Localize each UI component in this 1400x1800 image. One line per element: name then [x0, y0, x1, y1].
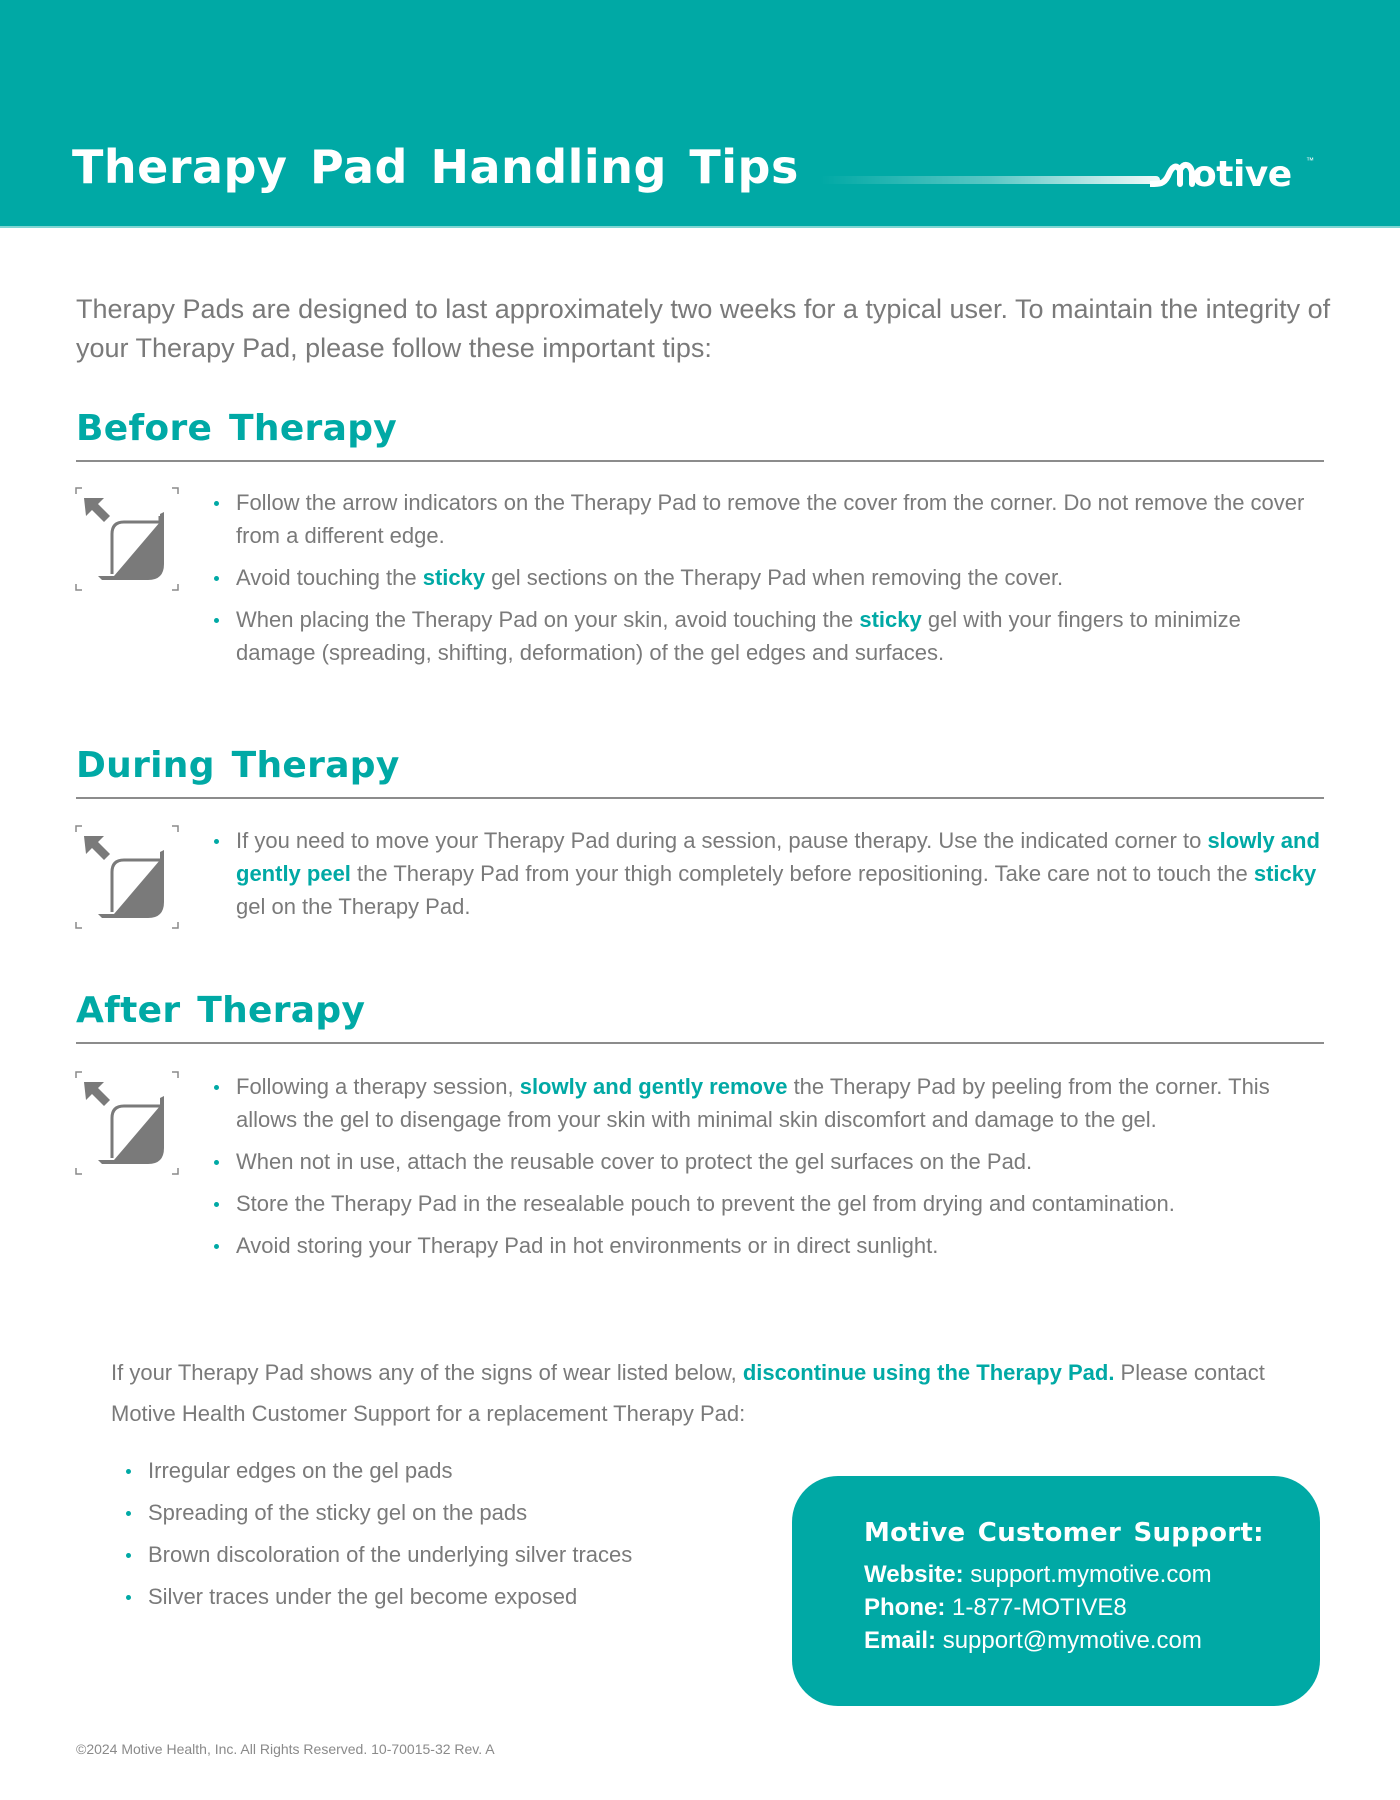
peel-corner-pad-icon	[74, 1070, 180, 1176]
section-divider	[76, 1042, 1324, 1044]
wear-sign-item: Silver traces under the gel become exposed	[122, 1580, 742, 1613]
peel-corner-pad-icon	[74, 486, 180, 592]
copyright-footer: ©2024 Motive Health, Inc. All Rights Reserved. 10-70015-32 Rev. A	[76, 1741, 495, 1757]
before-therapy-tips	[210, 486, 1320, 678]
tip-item: Store the Therapy Pad in the resealable pouch to prevent the gel from drying and contamination.	[210, 1187, 1320, 1220]
trademark-mark: ™	[1306, 156, 1314, 165]
support-title: Motive Customer Support:	[864, 1518, 1264, 1548]
section-heading-after-therapy: After Therapy	[76, 990, 366, 1031]
header-banner	[0, 0, 1400, 228]
intro-paragraph: Therapy Pads are designed to last approximately two weeks for a typical user. To maintain the integrity of your Therapy Pad, please follow these important tips:	[76, 294, 1331, 363]
highlight-text: sticky	[859, 607, 922, 632]
highlight-text: sticky	[1253, 861, 1317, 886]
tip-item: Avoid storing your Therapy Pad in hot environments or in direct sunlight.	[210, 1229, 1320, 1262]
page-title: Therapy Pad Handling Tips	[72, 140, 799, 194]
wear-signs-list	[122, 1454, 742, 1622]
website-label: Website:	[864, 1561, 964, 1588]
peel-corner-pad-icon	[74, 824, 180, 930]
logo-swoosh	[820, 176, 1160, 184]
highlight-text: sticky	[422, 565, 486, 590]
tip-item: Avoid touching the sticky gel sections on the Therapy Pad when removing the cover.	[210, 561, 1320, 594]
after-therapy-tips	[210, 1070, 1320, 1271]
tip-item: If you need to move your Therapy Pad during a session, pause therapy. Use the indicated corner to slowly and gently peel the Therapy Pad from your thigh completely before repositioning. Take care not to touch the sticky gel on the Therapy Pad.	[210, 824, 1320, 923]
highlight-text: slowly and gently peel	[236, 828, 1320, 886]
motive-logo	[820, 150, 1330, 200]
website-link[interactable]: support.mymotive.com	[970, 1561, 1212, 1588]
wear-sign-item: Spreading of the sticky gel on the pads	[122, 1496, 742, 1529]
tip-item: When not in use, attach the reusable cover to protect the gel surfaces on the Pad.	[210, 1145, 1320, 1178]
wear-sign-item: Irregular edges on the gel pads	[122, 1454, 742, 1487]
section-divider	[76, 460, 1324, 462]
during-therapy-tips	[210, 824, 1320, 932]
email-link[interactable]: support@mymotive.com	[942, 1627, 1202, 1654]
phone-label: Phone:	[864, 1594, 946, 1621]
customer-support-box	[792, 1476, 1320, 1706]
support-phone-row	[864, 1591, 1320, 1624]
tip-item: Follow the arrow indicators on the Therapy Pad to remove the cover from the corner. Do not remove the cover from a different edge.	[210, 486, 1320, 552]
highlight-text: slowly and gently remove	[519, 1074, 788, 1099]
logo-wordmark: otive	[1192, 154, 1292, 195]
wear-signs-intro: If your Therapy Pad shows any of the signs of wear listed below, discontinue using the Therapy Pad. Please contact Motive Health Customer Support for a replacement Therapy Pad:	[111, 1360, 1265, 1426]
tip-item: When placing the Therapy Pad on your skin, avoid touching the sticky gel with your fingers to minimize damage (spreading, shifting, deformation) of the gel edges and surfaces.	[210, 603, 1320, 669]
tip-item: Following a therapy session, slowly and gently remove the Therapy Pad by peeling from the corner. This allows the gel to disengage from your skin with minimal skin discomfort and damage to the gel.	[210, 1070, 1320, 1136]
section-heading-before-therapy: Before Therapy	[76, 408, 398, 449]
email-label: Email:	[864, 1627, 937, 1654]
discontinue-warning: discontinue using the Therapy Pad.	[742, 1360, 1115, 1385]
section-heading-during-therapy: During Therapy	[76, 745, 400, 786]
phone-number[interactable]: 1-877-MOTIVE8	[952, 1594, 1127, 1621]
support-website-row	[864, 1558, 1320, 1591]
section-divider	[76, 797, 1324, 799]
wear-sign-item: Brown discoloration of the underlying silver traces	[122, 1538, 742, 1571]
support-email-row	[864, 1624, 1320, 1657]
